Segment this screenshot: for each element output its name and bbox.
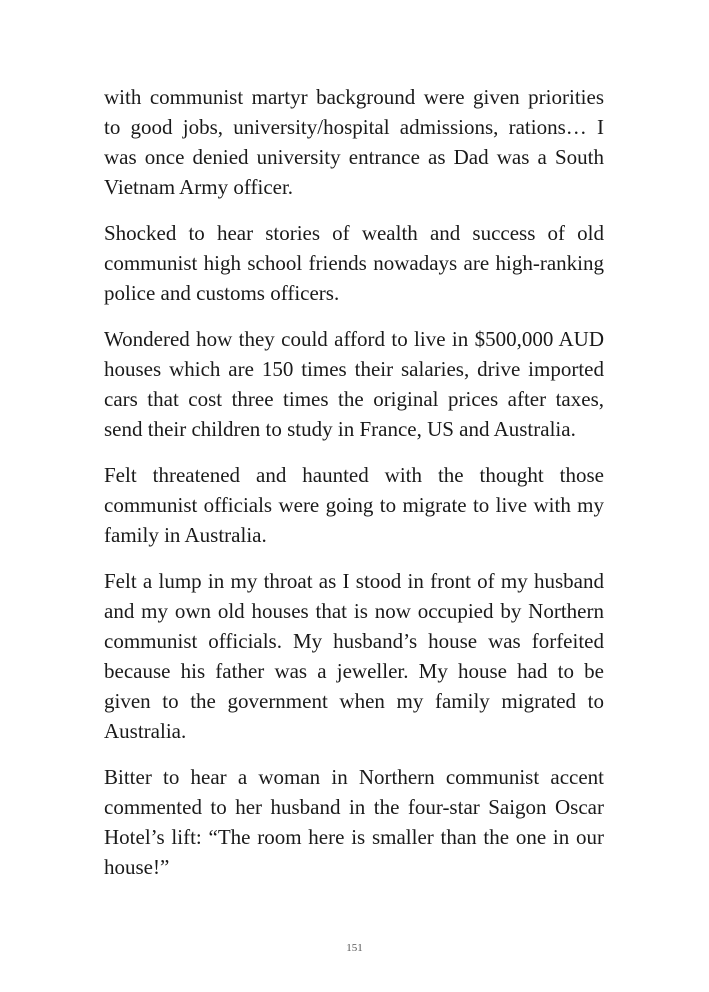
page-number: 151 — [346, 942, 363, 954]
paragraph-hotel-lift: Bitter to hear a woman in Northern communist accent commented to her husband in the four-star Saigon Oscar Hotel’s lift: “The room here is smaller than the one in our house!” — [104, 765, 604, 879]
paragraph-martyr-background: with communist martyr background were given priorities to good jobs, university/hospital admissions, rations… I was once denied university entrance as Dad was a South Vietnam Army officer. — [104, 85, 604, 199]
paragraph-afford-houses: Wondered how they could afford to live in $500,000 AUD houses which are 150 times their salaries, drive imported cars that cost three times the original prices after taxes, send their children to study in France, US and Australia. — [104, 327, 604, 441]
paragraph-threatened: Felt threatened and haunted with the thought those communist officials were going to migrate to live with my family in Australia. — [104, 463, 604, 547]
body-text — [104, 82, 604, 898]
paragraph-wealth-stories: Shocked to hear stories of wealth and success of old communist high school friends nowadays are high-ranking police and customs officers. — [104, 221, 604, 305]
paragraph-old-houses: Felt a lump in my throat as I stood in front of my husband and my own old houses that is now occupied by Northern communist officials. My husband’s house was forfeited because his father was a jeweller. My house had to be given to the government when my family migrated to Australia. — [104, 569, 604, 743]
